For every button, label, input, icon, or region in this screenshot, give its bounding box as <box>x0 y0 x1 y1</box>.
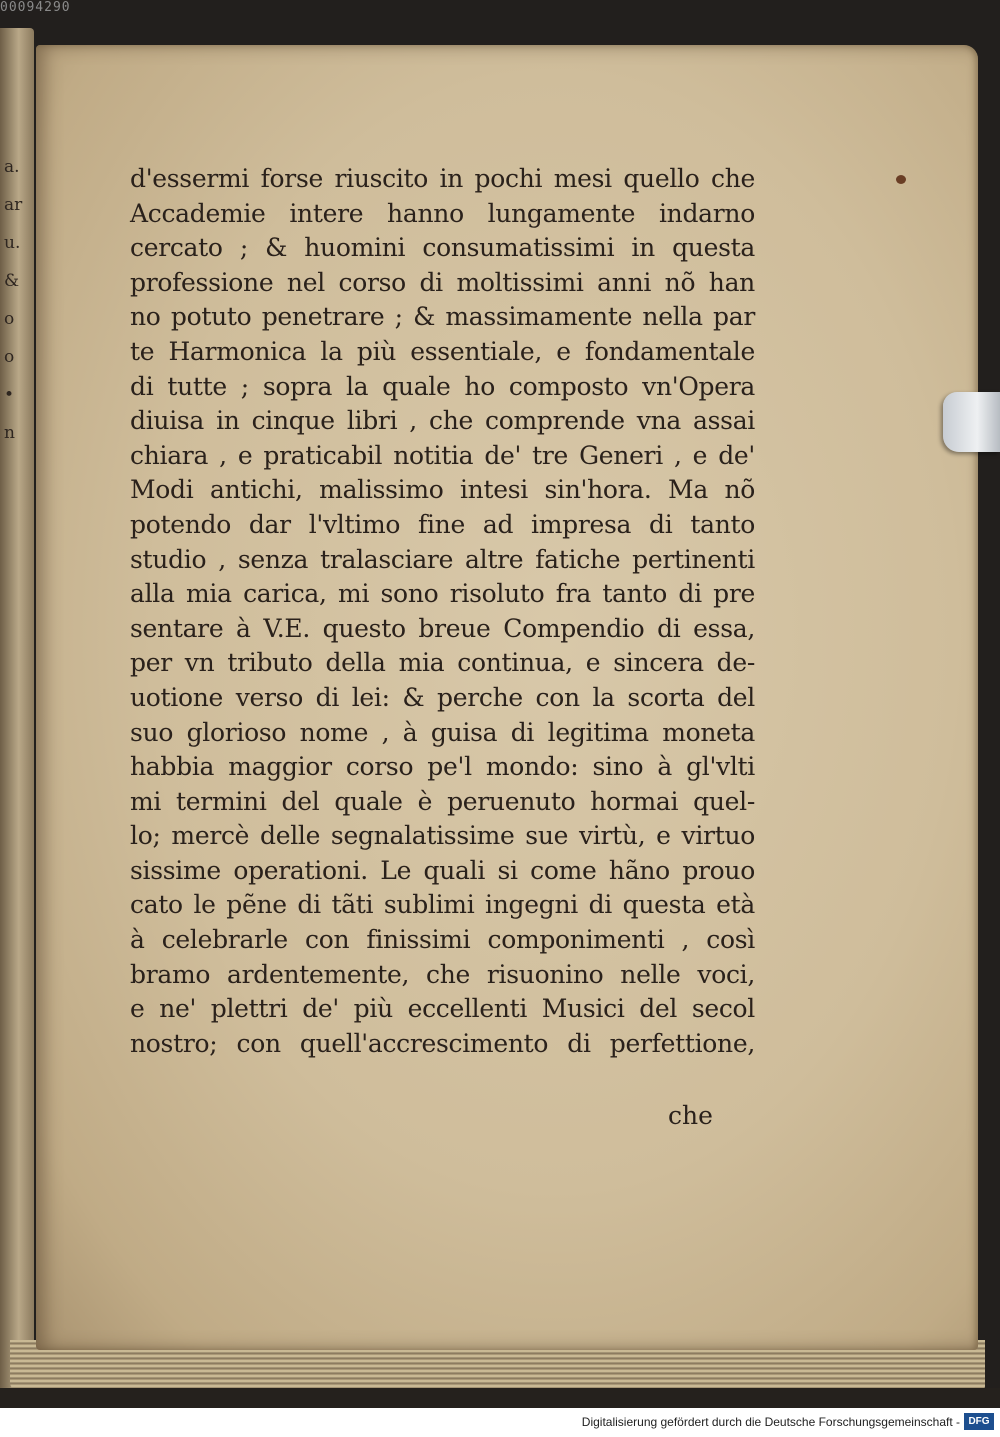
text-line: cato le pẽne di tãti sublimi ingegni di questa età <box>130 890 755 920</box>
text-line: bramo ardentemente, che risuonino nelle voci, <box>130 959 755 989</box>
left-facing-page-edge <box>0 28 34 1388</box>
left-page-fragment: a. <box>4 157 20 177</box>
text-line: d'essermi forse riuscito in pochi mesi quello che <box>130 164 755 193</box>
left-page-fragment: u. <box>4 233 21 253</box>
text-line: mi termini del quale è peruenuto hormai quel- <box>130 786 755 816</box>
page-text <box>130 162 755 1061</box>
text-line: professione nel corso di moltissimi anni nõ han <box>130 267 755 297</box>
left-page-fragment: o <box>4 309 15 329</box>
dfg-logo: DFG <box>964 1413 994 1430</box>
left-page-fragment: & <box>4 271 20 291</box>
left-page-fragment: n <box>4 423 15 443</box>
text-line: studio , senza tralasciare altre fatiche pertinenti <box>130 544 755 574</box>
left-page-fragments <box>4 148 32 452</box>
left-page-fragment: ar <box>4 195 23 215</box>
text-line: alla mia carica, mi sono risoluto fra tanto di pre <box>130 579 755 609</box>
text-line: sentare à V.E. questo breue Compendio di essa, <box>130 613 755 643</box>
text-line: potendo dar l'vltimo fine ad impresa di tanto <box>130 509 755 539</box>
text-line: no potuto penetrare ; & massimamente nella par <box>130 302 755 332</box>
text-line: diuisa in cinque libri , che comprende vna assai <box>130 406 755 436</box>
text-line: nostro; con quell'accrescimento di perfettione, <box>130 1028 755 1058</box>
text-line: habbia maggior corso pe'l mondo: sino à gl'vlti <box>130 752 755 782</box>
scan-identifier: 00094290 <box>0 0 71 15</box>
text-line: di tutte ; sopra la quale ho composto vn'Opera <box>130 371 755 401</box>
text-line: uotione verso di lei: & perche con la scorta del <box>130 682 755 712</box>
book-shadow <box>0 1388 1000 1408</box>
text-line: suo glorioso nome , à guisa di legitima moneta <box>130 717 755 747</box>
text-line: chiara , e praticabil notitia de' tre Generi , e de' <box>130 440 755 470</box>
text-line: à celebrarle con finissimi componimenti , così <box>130 925 755 955</box>
footer-bar <box>0 1408 1000 1437</box>
left-page-fragment: • <box>4 385 15 405</box>
text-line: e ne' plettri de' più eccellenti Musici del secol <box>130 994 755 1024</box>
text-line: te Harmonica la più essentiale, e fondamentale <box>130 336 755 366</box>
text-line: Modi antichi, malissimo intesi sin'hora. Ma nõ <box>130 475 755 505</box>
catchword: che <box>668 1101 713 1130</box>
text-line: sissime operationi. Le quali si come hãno prouo <box>130 855 755 885</box>
funding-credit: Digitalisierung gefördert durch die Deutsche Forschungsgemeinschaft - <box>581 1415 960 1429</box>
left-page-fragment: o <box>4 347 15 367</box>
ink-stain <box>896 175 906 184</box>
text-line: per vn tributo della mia continua, e sincera de- <box>130 648 755 678</box>
text-line: lo; mercè delle segnalatissime sue virtù, e virtuo <box>130 821 755 851</box>
text-line: cercato ; & huomini consumatissimi in questa <box>130 233 755 263</box>
bookmark-clip <box>943 392 1000 452</box>
text-line: Accademie intere hanno lungamente indarno <box>130 198 755 228</box>
